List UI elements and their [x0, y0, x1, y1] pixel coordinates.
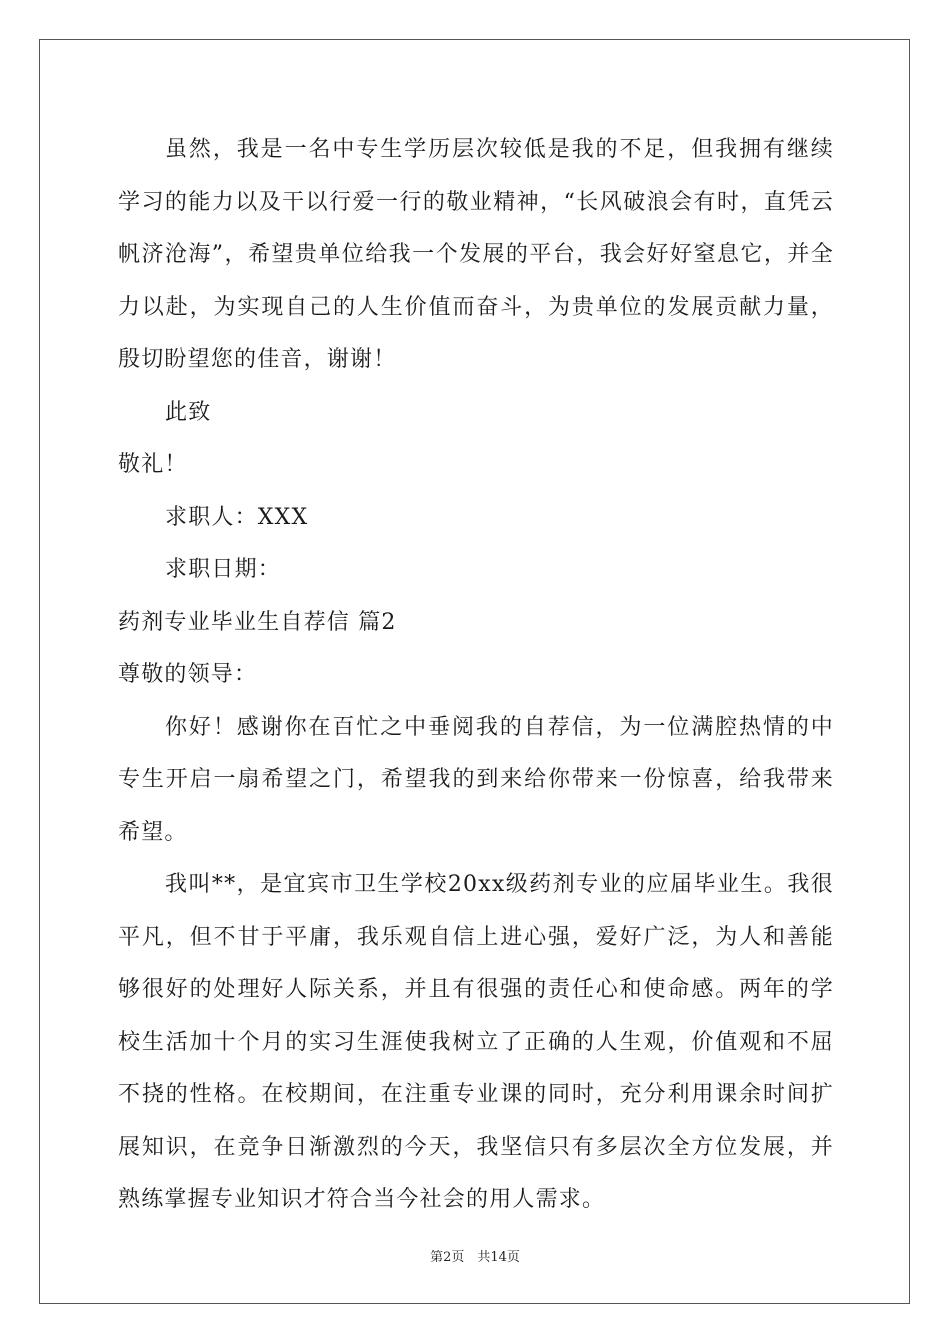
paragraph-greeting: 尊敬的领导： — [118, 662, 258, 687]
page-footer: 第2页 共14页 — [430, 1250, 520, 1265]
paragraph-self-description: 我叫**，是宜宾市卫生学校20xx级药剂专业的应届毕业生。我很平凡，但不甘于平庸，我乐观自信上进心强，爱好广泛，为人和善能够很好的处理好人际关系，并且有很强的责任心和使命感。两年的学校生活加十个月的实习生涯使我树立了正确的人生观，价值观和不屈不挠的性格。在校期间，在注重专业课的同时，充分利用课余时间扩展知识，在竞争日渐激烈的今天，我坚信只有多层次全方位发展，并熟练掌握专业知识才符合当今社会的用人需求。 — [118, 872, 834, 1212]
paragraph-applicant: 求职人：XXX — [165, 504, 309, 530]
paragraph-salutation-cizhi: 此致 — [165, 399, 212, 425]
document-body — [118, 124, 834, 1227]
paragraph-jingli: 敬礼！ — [118, 452, 188, 477]
paragraph-closing-statement: 虽然，我是一名中专生学历层次较低是我的不足，但我拥有继续学习的能力以及干以行爱一行的敬业精神，“长风破浪会有时，直凭云帆济沧海”，希望贵单位给我一个发展的平台，我会好好窒息它，并全力以赴，为实现自己的人生价值而奋斗，为贵单位的发展贡献力量，殷切盼望您的佳音，谢谢！ — [118, 137, 834, 372]
paragraph-intro: 你好！感谢你在百忙之中垂阅我的自荐信，为一位满腔热情的中专生开启一扇希望之门，希望我的到来给你带来一份惊喜，给我带来希望。 — [118, 714, 834, 845]
paragraph-application-date: 求职日期： — [165, 557, 282, 582]
section-heading: 药剂专业毕业生自荐信 篇2 — [118, 609, 397, 635]
